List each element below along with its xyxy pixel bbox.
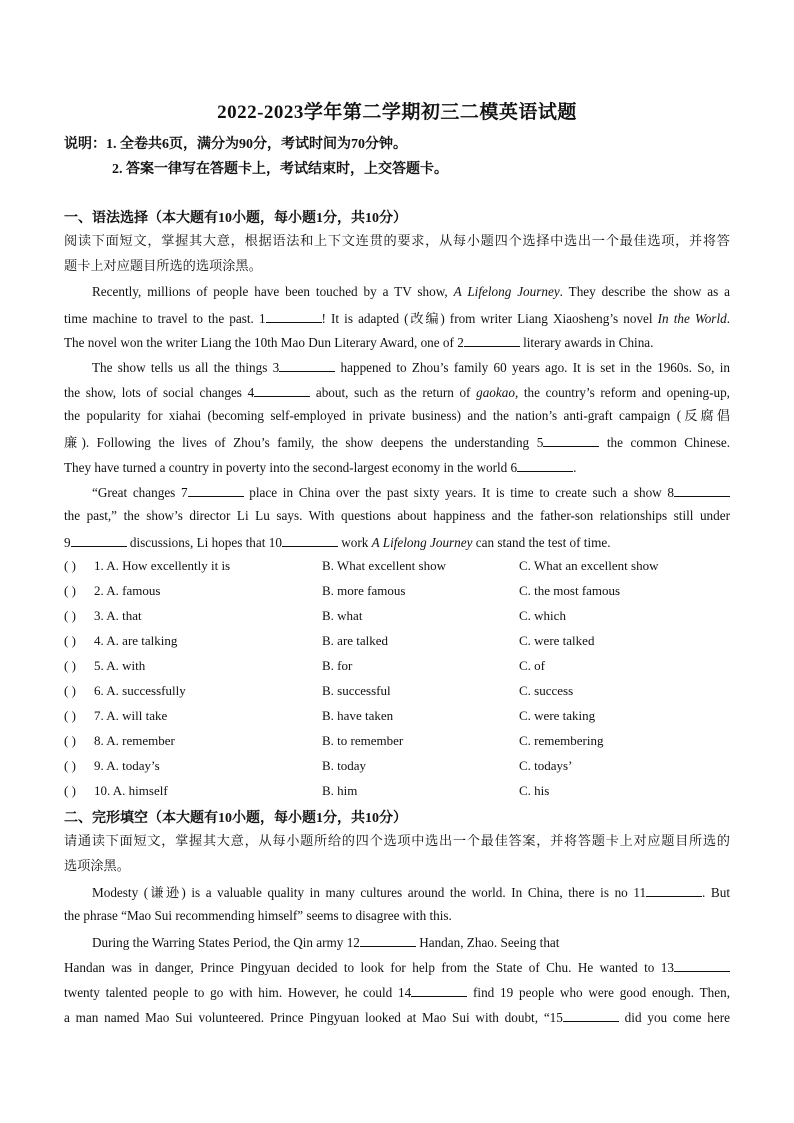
question-options-row — [64, 758, 730, 776]
answer-paren[interactable]: ( ) — [64, 783, 76, 798]
option-c[interactable]: C. todays’ — [519, 758, 573, 773]
section-2-instruction: 请通读下面短文，掌握其大意，从每小题所给的四个选项中选出一个最佳答案，并将答题卡上对应题目所选的 — [64, 833, 730, 848]
passage-2-line: twenty talented people to go with him. However, he could 14 find 19 people who were good enough. Then, — [64, 985, 730, 1000]
answer-paren[interactable]: ( ) — [64, 558, 76, 573]
section-1-instruction-cont: 题卡上对应题目所选的选项涂黑。 — [64, 258, 262, 273]
instructions-note-1: 说明：1. 全卷共6页，满分为90分，考试时间为70分钟。 — [64, 137, 407, 152]
question-options-row — [64, 658, 730, 676]
answer-paren[interactable]: ( ) — [64, 583, 76, 598]
question-options-row — [64, 608, 730, 626]
option-c[interactable]: C. What an excellent show — [519, 558, 659, 573]
answer-paren[interactable]: ( ) — [64, 733, 76, 748]
answer-blank-12[interactable] — [360, 933, 416, 947]
passage-1-line: the show, lots of social changes 4 about, such as the return of gaokao, the country’s reform and opening-up, — [64, 385, 730, 400]
passage-1-line: The novel won the writer Liang the 10th Mao Dun Literary Award, one of 2 literary awards in China. — [64, 335, 654, 350]
answer-paren[interactable]: ( ) — [64, 683, 76, 698]
answer-paren[interactable]: ( ) — [64, 608, 76, 623]
option-a[interactable]: 9. A. today’s — [94, 758, 160, 773]
answer-blank-2[interactable] — [464, 333, 520, 347]
passage-1-line: 廉). Following the lives of Zhou’s family, the show deepens the understanding 5 the common Chinese. — [64, 435, 730, 450]
option-b[interactable]: B. today — [322, 758, 367, 773]
answer-paren[interactable]: ( ) — [64, 758, 76, 773]
option-c[interactable]: C. success — [519, 683, 574, 698]
answer-blank-11[interactable] — [646, 883, 702, 897]
question-options-row — [64, 783, 730, 801]
section-1-heading: 一、语法选择（本大题有10小题，每小题1分，共10分） — [64, 211, 407, 226]
answer-blank-14[interactable] — [411, 983, 467, 997]
option-c[interactable]: C. which — [519, 608, 566, 623]
option-a[interactable]: 7. A. will take — [94, 708, 168, 723]
option-a[interactable]: 5. A. with — [94, 658, 146, 673]
option-b[interactable]: B. him — [322, 783, 358, 798]
passage-1-line: Recently, millions of people have been touched by a TV show, A Lifelong Journey. They describe the show as a — [92, 284, 730, 299]
option-b[interactable]: B. for — [322, 658, 353, 673]
question-options-row — [64, 558, 730, 576]
option-a[interactable]: 6. A. successfully — [94, 683, 186, 698]
option-a[interactable]: 3. A. that — [94, 608, 142, 623]
passage-1-line: They have turned a country in poverty into the second-largest economy in the world 6 . — [64, 460, 577, 475]
option-a[interactable]: 10. A. himself — [94, 783, 168, 798]
section-2-heading: 二、完形填空（本大题有10小题，每小题1分，共10分） — [64, 811, 407, 826]
option-b[interactable]: B. what — [322, 608, 363, 623]
answer-blank-8[interactable] — [674, 483, 730, 497]
option-b[interactable]: B. successful — [322, 683, 391, 698]
option-b[interactable]: B. have taken — [322, 708, 394, 723]
question-options-row — [64, 708, 730, 726]
option-b[interactable]: B. What excellent show — [322, 558, 446, 573]
option-a[interactable]: 4. A. are talking — [94, 633, 178, 648]
answer-blank-3[interactable] — [279, 358, 335, 372]
passage-2-line: During the Warring States Period, the Qin army 12 Handan, Zhao. Seeing that — [92, 935, 560, 950]
passage-2-line: Modesty (谦逊) is a valuable quality in many cultures around the world. In China, there is no 11 . But — [92, 885, 730, 900]
answer-paren[interactable]: ( ) — [64, 658, 76, 673]
answer-blank-1[interactable] — [266, 309, 322, 323]
option-c[interactable]: C. remembering — [519, 733, 604, 748]
answer-blank-10[interactable] — [282, 533, 338, 547]
question-options-row — [64, 583, 730, 601]
passage-1-line: “Great changes 7 place in China over the past sixty years. It is time to create such a show 8 — [92, 483, 730, 501]
option-c[interactable]: C. were taking — [519, 708, 596, 723]
instructions-note-2: 2. 答案一律写在答题卡上，考试结束时，上交答题卡。 — [112, 162, 448, 177]
option-c[interactable]: C. of — [519, 658, 545, 673]
option-b[interactable]: B. to remember — [322, 733, 404, 748]
passage-1-line: The show tells us all the things 3 happened to Zhou’s family 60 years ago. It is set in the 1960s. So, in — [92, 360, 730, 375]
answer-blank-13[interactable] — [674, 958, 730, 972]
answer-paren[interactable]: ( ) — [64, 633, 76, 648]
option-a[interactable]: 1. A. How excellently it is — [94, 558, 231, 573]
answer-blank-7[interactable] — [188, 483, 244, 497]
option-b[interactable]: B. are talked — [322, 633, 389, 648]
answer-blank-6[interactable] — [517, 458, 573, 472]
section-1-instruction: 阅读下面短文，掌握其大意，根据语法和上下文连贯的要求，从每小题四个选择中选出一个最佳选项，并将答 — [64, 233, 730, 248]
page-title: 2022-2023学年第二学期初三二模英语试题 — [217, 102, 577, 123]
option-c[interactable]: C. his — [519, 783, 550, 798]
answer-blank-4[interactable] — [254, 383, 310, 397]
section-2-instruction-cont: 选项涂黑。 — [64, 858, 130, 873]
question-options-row — [64, 733, 730, 751]
option-b[interactable]: B. more famous — [322, 583, 406, 598]
answer-paren[interactable]: ( ) — [64, 708, 76, 723]
answer-blank-15[interactable] — [563, 1008, 619, 1022]
option-c[interactable]: C. were talked — [519, 633, 595, 648]
passage-1-line: 9 discussions, Li hopes that 10 work A Lifelong Journey can stand the test of time. — [64, 535, 611, 550]
option-a[interactable]: 8. A. remember — [94, 733, 175, 748]
passage-1-line: the popularity for xiahai (becoming self-employed in private business) and the nation’s anti-graft campaign (反腐倡 — [64, 408, 730, 423]
question-options-row — [64, 633, 730, 651]
answer-blank-5[interactable] — [543, 433, 599, 447]
option-c[interactable]: C. the most famous — [519, 583, 621, 598]
question-options-row — [64, 683, 730, 701]
option-a[interactable]: 2. A. famous — [94, 583, 161, 598]
passage-2-line: a man named Mao Sui volunteered. Prince Pingyuan looked at Mao Sui with doubt, “15 did you come here — [64, 1010, 730, 1025]
passage-2-line: the phrase “Mao Sui recommending himself” seems to disagree with this. — [64, 908, 452, 923]
passage-1-line: time machine to travel to the past. 1 ! It is adapted (改编) from writer Liang Xiaosheng’s novel In the World. — [64, 311, 730, 326]
answer-blank-9[interactable] — [71, 533, 127, 547]
passage-1-line: the past,” the show’s director Li Lu says. With questions about happiness and the father-son relationships still under — [64, 508, 730, 523]
passage-2-line: Handan was in danger, Prince Pingyuan decided to look for help from the State of Chu. He wanted to 13 — [64, 958, 730, 976]
